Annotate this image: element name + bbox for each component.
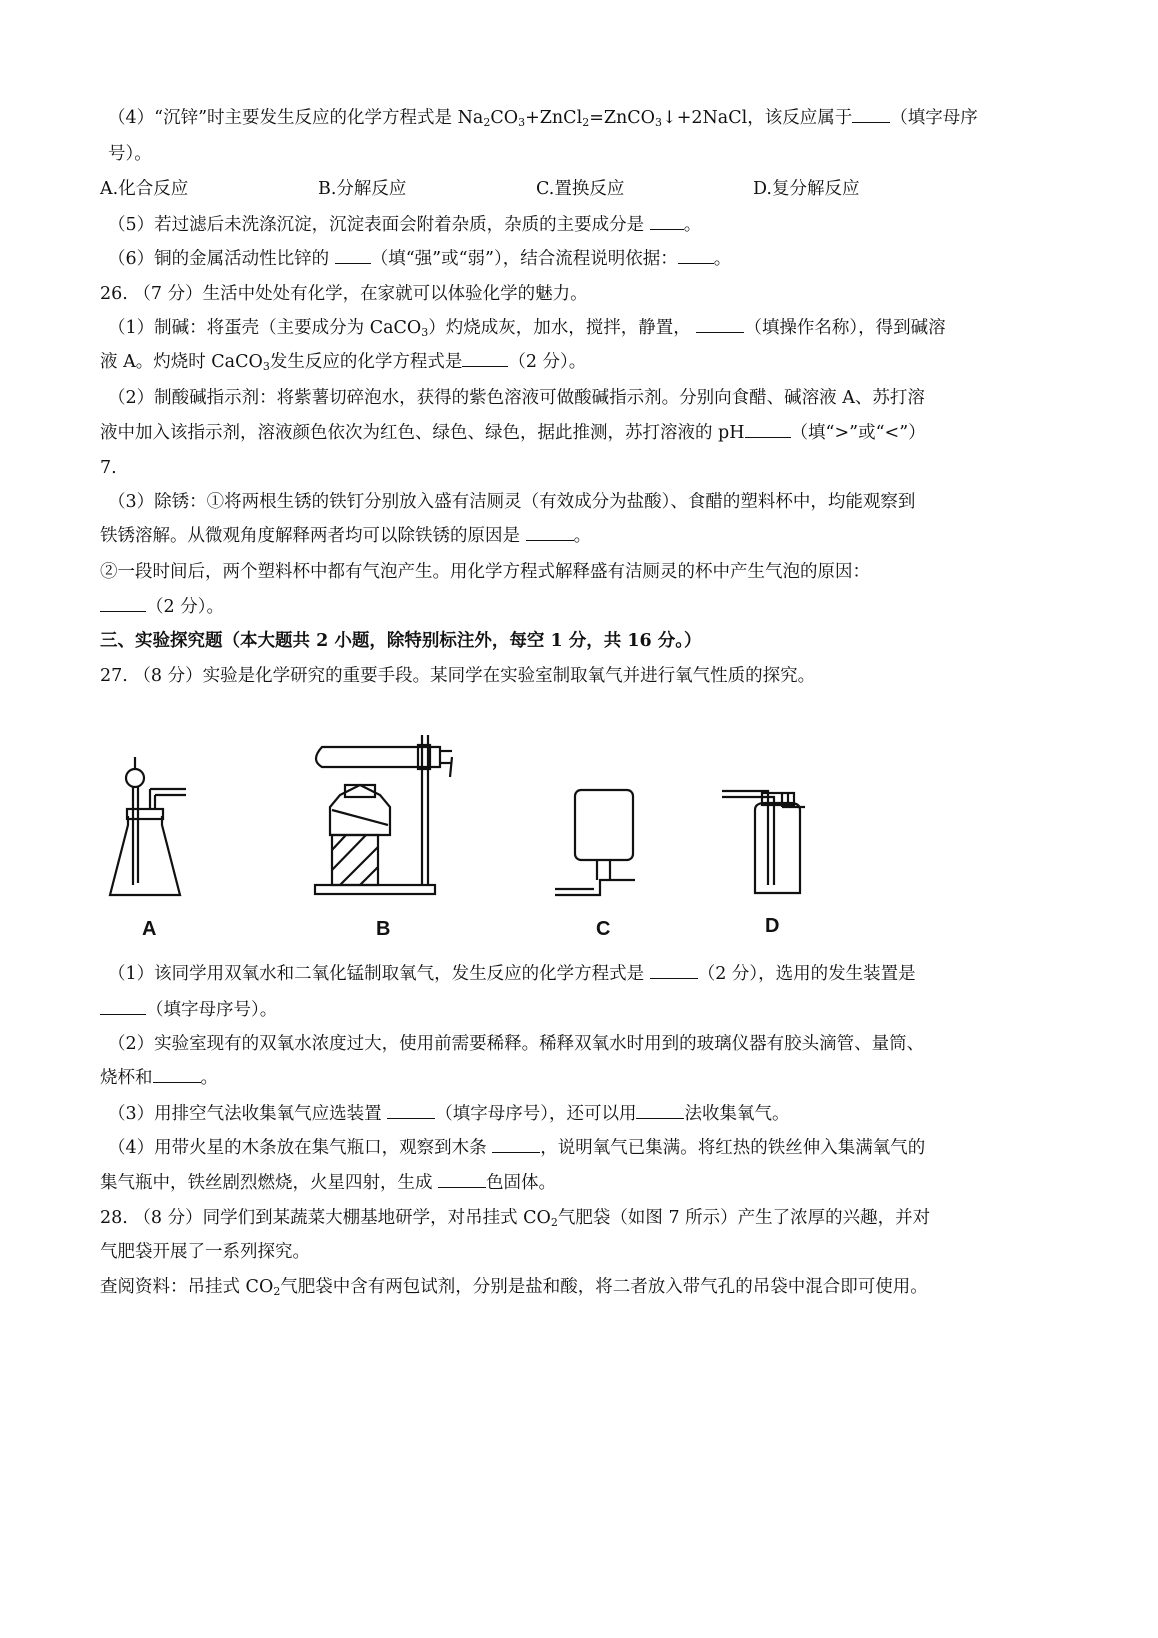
apparatus-a-flask (110, 757, 186, 895)
apparatus-figure (100, 735, 860, 990)
q26-part2-line2: 液中加入该指示剂，溶液颜色依次为红色、绿色、绿色，据此推测，苏打溶液的 pH （填“>”或“<”） (100, 423, 926, 443)
q25-part4-line2: 号）。 (108, 144, 152, 164)
q27-part4-line1: （4）用带火星的木条放在集气瓶口，观察到木条 ，说明氧气已集满。将红热的铁丝伸入集满氧气的 (108, 1138, 926, 1158)
answer-blank[interactable] (678, 247, 714, 264)
option-c[interactable]: C.置换反应 (536, 179, 625, 199)
answer-blank[interactable] (438, 1171, 486, 1188)
answer-blank[interactable] (100, 998, 146, 1015)
q26-part3-line1: （3）除锈：①将两根生锈的铁钉分别放入盛有洁厕灵（有效成分为盐酸）、食醋的塑料杯中，均能观察到 (108, 492, 916, 512)
answer-blank[interactable] (745, 421, 791, 438)
q26-part2-line1: （2）制酸碱指示剂：将紫薯切碎泡水，获得的紫色溶液可做酸碱指示剂。分别向食醋、碱溶液 A、苏打溶 (108, 388, 925, 408)
q27-part4-line2: 集气瓶中，铁丝剧烈燃烧，火星四射，生成 色固体。 (100, 1173, 557, 1193)
q27-part1-line1: （1）该同学用双氧水和二氧化锰制取氧气，发生反应的化学方程式是 （2 分），选用的发生装置是 (108, 964, 916, 984)
answer-blank[interactable] (492, 1136, 540, 1153)
q26-part3-line3: ②一段时间后，两个塑料杯中都有气泡产生。用化学方程式解释盛有洁厕灵的杯中产生气泡的原因： (100, 562, 870, 582)
q26-part1-line1: （1）制碱：将蛋壳（主要成分为 CaCO$_3$）灼烧成灰，加水，搅拌，静置， （填操作名称），得到碱溶 (108, 318, 946, 339)
answer-blank[interactable] (387, 1102, 435, 1119)
q26-part1-line2: 液 A。灼烧时 CaCO$_3$发生反应的化学方程式是 （2 分）。 (100, 352, 587, 373)
answer-blank[interactable] (153, 1066, 201, 1083)
section-3-heading: 三、实验探究题（本大题共 2 小题，除特别标注外，每空 1 分，共 16 分。） (100, 631, 702, 651)
answer-blank[interactable] (462, 350, 508, 367)
label-d: D (765, 915, 780, 937)
apparatus-drawing (100, 735, 860, 990)
q27-part2-line1: （2）实验室现有的双氧水浓度过大，使用前需要稀释。稀释双氧水时用到的玻璃仪器有胶头滴管、量筒、 (108, 1034, 925, 1054)
answer-blank[interactable] (650, 213, 684, 230)
q27-part3: （3）用排空气法收集氧气应选装置 （填字母序号），还可以用 法收集氧气。 (108, 1104, 790, 1124)
label-b: B (376, 918, 391, 940)
apparatus-b-heating (315, 735, 452, 894)
answer-blank[interactable] (636, 1102, 684, 1119)
label-c: C (596, 918, 611, 940)
option-d[interactable]: D.复分解反应 (753, 179, 860, 199)
label-a: A (142, 918, 157, 940)
q25-part6: （6）铜的金属活动性比锌的 （填“强”或“弱”），结合流程说明依据： 。 (108, 249, 732, 269)
q26-heading: 26. （7 分）生活中处处有化学，在家就可以体验化学的魅力。 (100, 284, 588, 304)
q26-part3-line4: （2 分）。 (100, 595, 224, 619)
q28-heading-line2: 气肥袋开展了一系列探究。 (100, 1242, 310, 1262)
q27-part1-line2: （填字母序号）。 (100, 998, 277, 1022)
option-a[interactable]: A.化合反应 (100, 179, 189, 199)
q27-part2-line2: 烧杯和 。 (100, 1068, 218, 1088)
q28-heading-line1: 28. （8 分）同学们到某蔬菜大棚基地研学，对吊挂式 $CO_2$气肥袋（如图 7 所示）产生了浓厚的兴趣，并对 (100, 1208, 931, 1229)
answer-blank[interactable] (696, 316, 744, 333)
answer-blank[interactable] (650, 962, 698, 979)
answer-blank[interactable] (852, 106, 890, 123)
q25-part4-line1: （4）“沉锌”时主要发生反应的化学方程式是 $Na_2CO_3+ZnCl_2=ZnCO_3↓+2NaCl$，该反应属于 （填字母序 (108, 108, 978, 129)
apparatus-d-gas-bottle (722, 791, 805, 893)
answer-blank[interactable] (526, 524, 574, 541)
q26-part2-line3: 7. (100, 458, 117, 478)
q26-part3-line2: 铁锈溶解。从微观角度解释两者均可以除铁锈的原因是 。 (100, 526, 592, 546)
q25-part5: （5）若过滤后未洗涤沉淀，沉淀表面会附着杂质，杂质的主要成分是 。 (108, 215, 702, 235)
q28-reference-info: 查阅资料：吊挂式 $CO_2$气肥袋中含有两包试剂，分别是盐和酸，将二者放入带气孔的吊袋中混合即可使用。 (100, 1277, 928, 1298)
answer-blank[interactable] (100, 595, 146, 612)
answer-blank[interactable] (335, 247, 371, 264)
option-b[interactable]: B.分解反应 (318, 179, 407, 199)
apparatus-c-inverted-bottle (555, 790, 635, 895)
q27-heading: 27. （8 分）实验是化学研究的重要手段。某同学在实验室制取氧气并进行氧气性质的探究。 (100, 666, 816, 686)
